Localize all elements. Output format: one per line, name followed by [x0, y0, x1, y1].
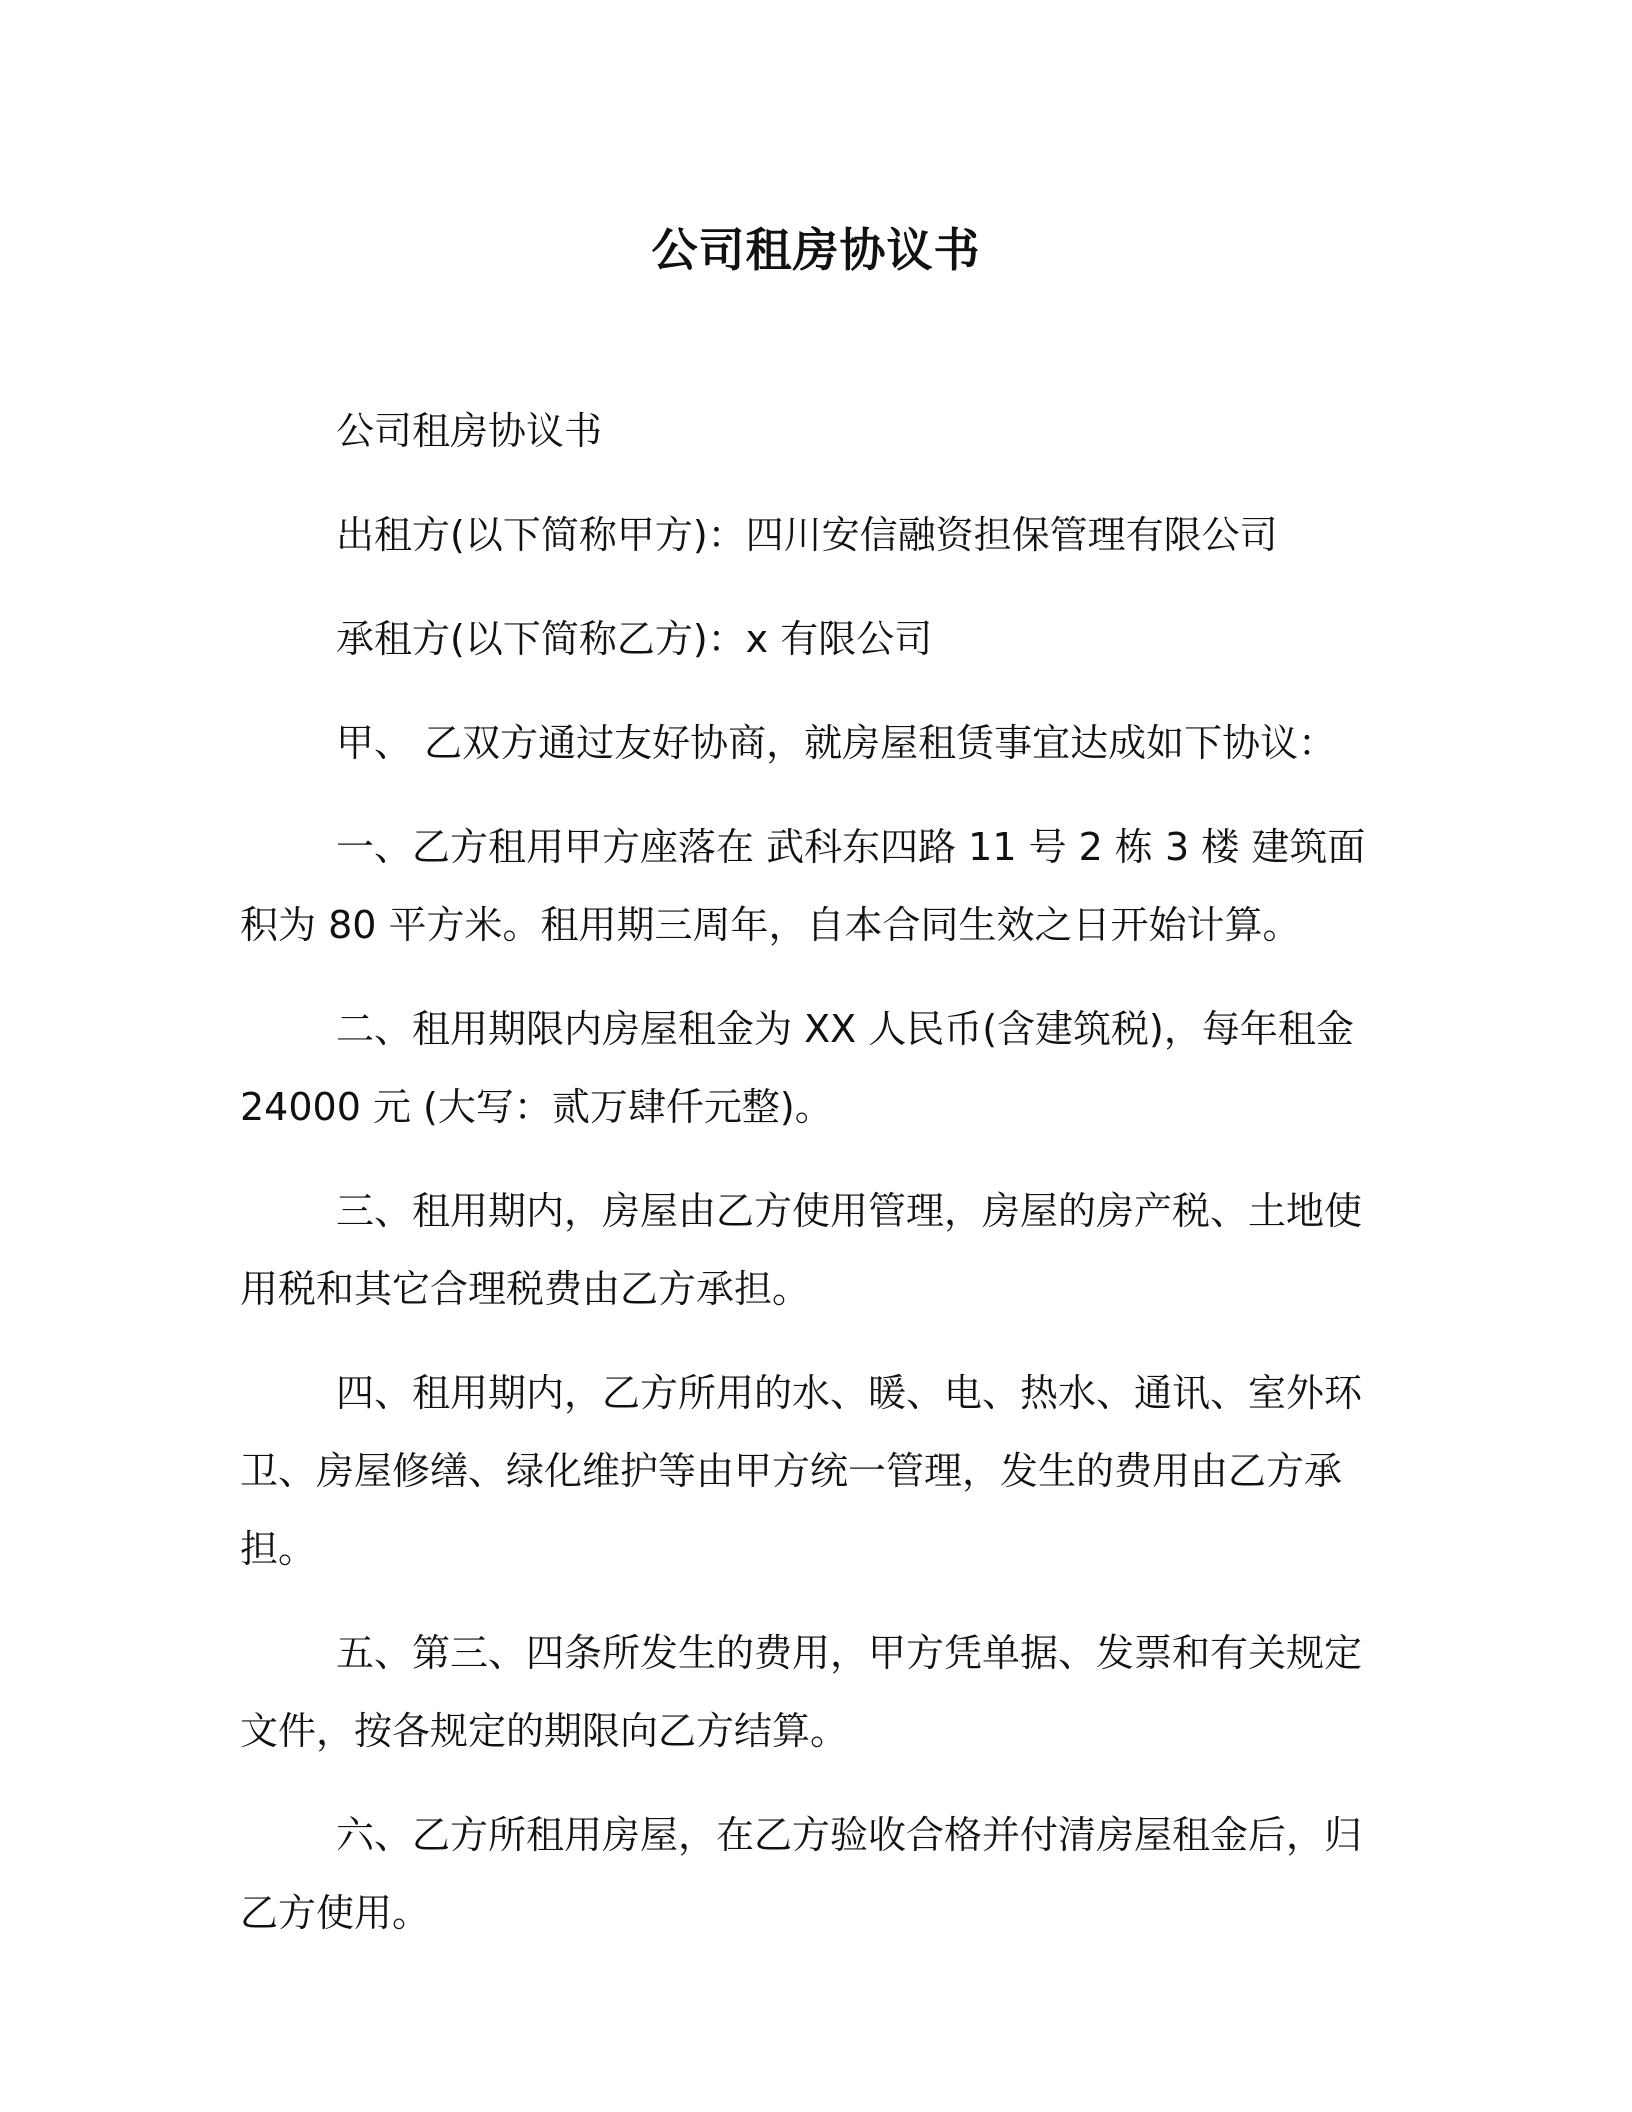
- document-body: [240, 392, 1390, 1978]
- clause-4: 四、租用期内，乙方所用的水、暖、电、热水、通讯、室外环卫、房屋修缮、绿化维护等由甲方统一管理，发生的费用由乙方承担。: [240, 1371, 1363, 1571]
- paragraph-preamble: 甲、 乙双方通过友好协商，就房屋租赁事宜达成如下协议：: [336, 721, 1337, 765]
- clause-1: 一、乙方租用甲方座落在 武科东四路 11 号 2 栋 3 楼 建筑面积为 80 平方米。租用期三周年，自本合同生效之日开始计算。: [240, 825, 1366, 947]
- paragraph-heading: 公司租房协议书: [336, 409, 603, 453]
- clause-5: 五、第三、四条所发生的费用，甲方凭单据、发票和有关规定文件，按各规定的期限向乙方结算。: [240, 1631, 1363, 1753]
- clause-2: 二、租用期限内房屋租金为 XX 人民币(含建筑税)，每年租金 24000 元 (大写：贰万肆仟元整)。: [240, 1007, 1354, 1129]
- clause-6: 六、乙方所租用房屋，在乙方验收合格并付清房屋租金后，归乙方使用。: [240, 1813, 1363, 1935]
- paragraph-lessor: 出租方(以下简称甲方)：四川安信融资担保管理有限公司: [336, 513, 1278, 557]
- clause-3: 三、租用期内，房屋由乙方使用管理，房屋的房产税、土地使用税和其它合理税费由乙方承担。: [240, 1189, 1363, 1311]
- paragraph-lessee: 承租方(以下简称乙方)：x 有限公司: [336, 617, 933, 661]
- document-title: 公司租房协议书: [651, 223, 981, 277]
